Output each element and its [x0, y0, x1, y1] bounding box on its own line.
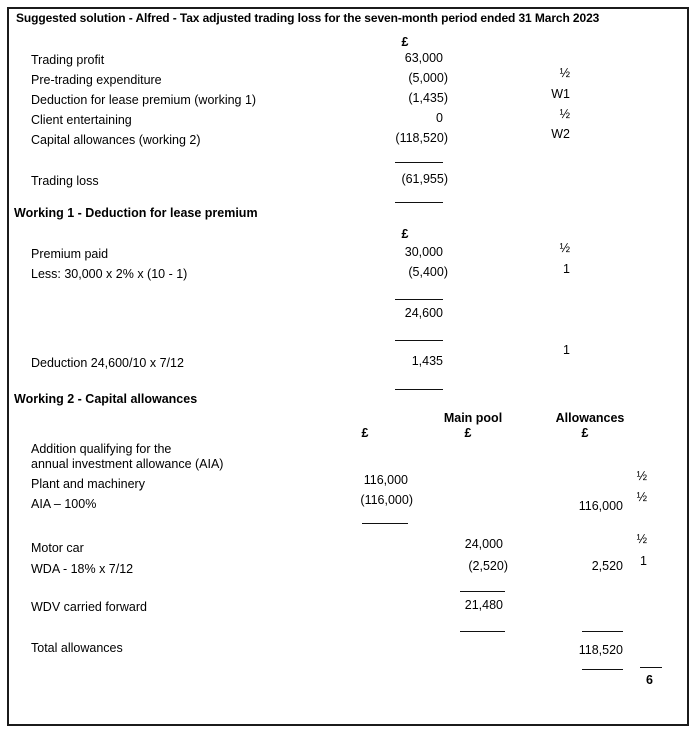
label-motor-car: Motor car — [31, 541, 84, 555]
mark-motor-car: ½ — [636, 532, 647, 546]
label-trading-loss: Trading loss — [31, 174, 99, 188]
label-plant-and-machinery: Plant and machinery — [31, 477, 145, 491]
value-premium-paid: 30,000 — [404, 245, 443, 259]
mark-deduction: 1 — [563, 343, 570, 357]
allowances-subtotal-rule — [582, 631, 623, 632]
column-header-allowances: Allowances — [555, 411, 625, 425]
label-lease-premium-deduction: Deduction for lease premium (working 1) — [31, 93, 257, 107]
value-total-allowances: 118,520 — [578, 643, 623, 657]
mark-plant-and-machinery: ½ — [636, 469, 647, 483]
working1-mid-rule — [395, 340, 443, 341]
subtotal-rule — [395, 162, 443, 163]
currency-header-main: £ — [401, 35, 409, 49]
label-trading-profit: Trading profit — [31, 53, 105, 67]
mark-less-premium-relief: 1 — [563, 262, 570, 276]
value-wda-allowance: 2,520 — [591, 559, 623, 573]
working1-heading: Working 1 - Deduction for lease premium — [14, 206, 258, 220]
label-client-entertaining: Client entertaining — [31, 113, 132, 127]
value-plant-cost: 116,000 — [363, 473, 408, 487]
mark-wda: 1 — [640, 554, 647, 568]
value-wda-main-pool: (2,520) — [468, 559, 508, 573]
value-capital-allowances: (118,520) — [395, 131, 448, 145]
value-wdv-carried-forward: 21,480 — [464, 598, 503, 612]
mark-pre-trading-expenditure: ½ — [559, 66, 570, 80]
currency-header-allowances: £ — [581, 426, 589, 440]
label-deduction: Deduction 24,600/10 x 7/12 — [31, 356, 184, 370]
label-capital-allowances: Capital allowances (working 2) — [31, 133, 201, 147]
label-total-allowances: Total allowances — [31, 641, 123, 655]
mark-client-entertaining: ½ — [559, 107, 570, 121]
mark-aia-claim: ½ — [636, 490, 647, 504]
mark-lease-premium-deduction: W1 — [551, 87, 570, 101]
value-trading-loss: (61,955) — [401, 172, 448, 186]
currency-header-main-pool: £ — [464, 426, 472, 440]
mark-premium-paid: ½ — [559, 241, 570, 255]
total-marks: 6 — [646, 673, 653, 687]
main-pool-subtotal-rule — [460, 591, 505, 592]
main-pool-total-rule — [460, 631, 505, 632]
currency-header-cost: £ — [361, 426, 369, 440]
marks-total-rule — [640, 667, 662, 668]
label-wdv-carried-forward: WDV carried forward — [31, 600, 147, 614]
label-wda: WDA - 18% x 7/12 — [31, 562, 134, 576]
value-less-premium-relief: (5,400) — [408, 265, 448, 279]
label-aia-claim: AIA – 100% — [31, 497, 97, 511]
total-rule — [395, 202, 443, 203]
currency-header-working1: £ — [401, 227, 409, 241]
working1-total-rule — [395, 389, 443, 390]
allowances-total-rule — [582, 669, 623, 670]
cost-column-rule — [362, 523, 408, 524]
label-pre-trading-expenditure: Pre-trading expenditure — [31, 73, 162, 87]
value-client-entertaining: 0 — [436, 111, 443, 125]
value-deduction: 1,435 — [411, 354, 443, 368]
value-trading-profit: 63,000 — [404, 51, 443, 65]
column-header-main-pool: Main pool — [443, 411, 503, 425]
value-aia-allowance: 116,000 — [578, 499, 623, 513]
label-aia-addition-line1: Addition qualifying for the — [31, 442, 172, 456]
label-less-premium-relief: Less: 30,000 x 2% x (10 - 1) — [31, 267, 188, 281]
label-aia-addition-line2: annual investment allowance (AIA) — [31, 457, 224, 471]
document-title: Suggested solution - Alfred - Tax adjusted trading loss for the seven-month period ended 31 March 2023 — [16, 11, 600, 25]
value-pre-trading-expenditure: (5,000) — [408, 71, 448, 85]
value-motor-car: 24,000 — [464, 537, 503, 551]
value-premium-assessable: 24,600 — [404, 306, 443, 320]
value-aia-cost: (116,000) — [360, 493, 413, 507]
mark-capital-allowances: W2 — [551, 127, 570, 141]
value-lease-premium-deduction: (1,435) — [408, 91, 448, 105]
label-premium-paid: Premium paid — [31, 247, 109, 261]
working2-heading: Working 2 - Capital allowances — [14, 392, 198, 406]
working1-subtotal-rule — [395, 299, 443, 300]
